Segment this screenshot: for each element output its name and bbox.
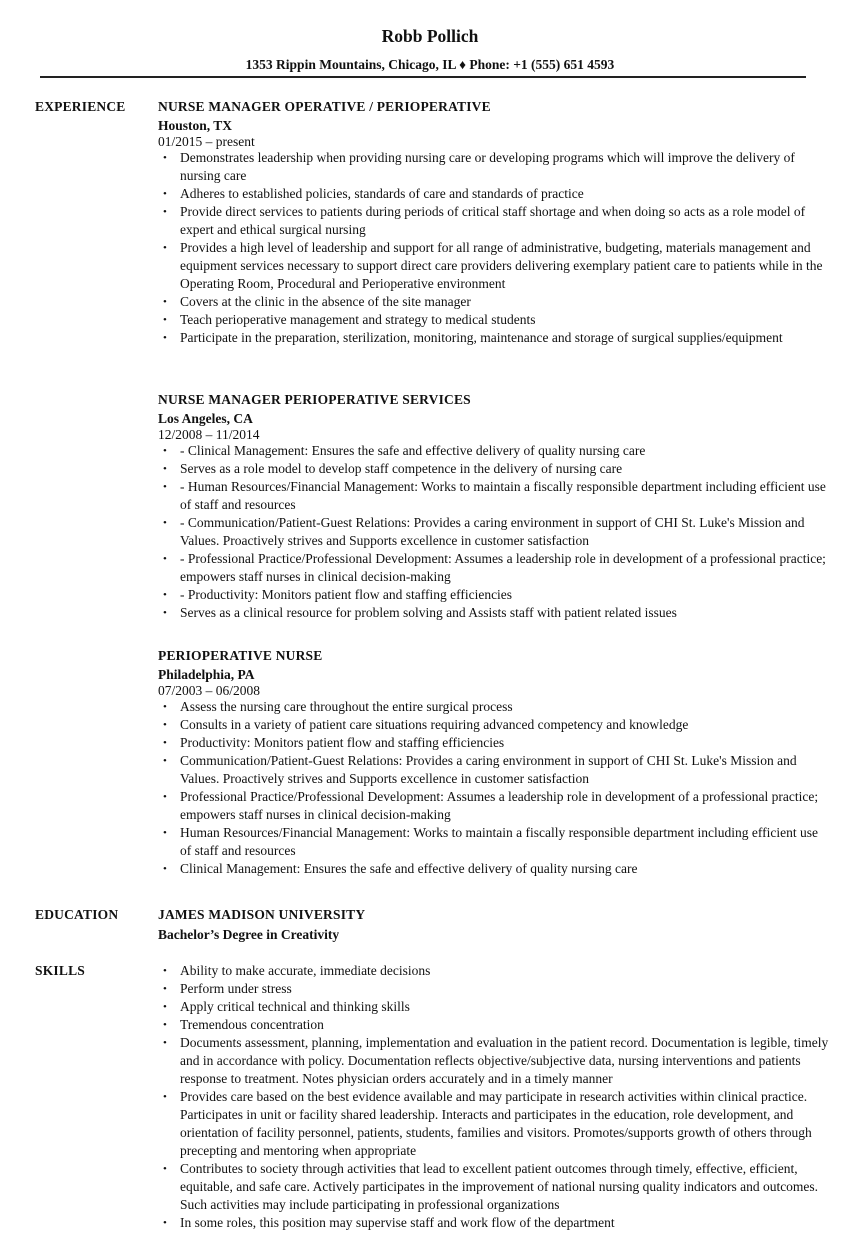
bullet-dot-icon: • — [163, 719, 167, 731]
bullet-dot-icon: • — [163, 1001, 167, 1013]
header-divider — [40, 76, 806, 78]
bullet-dot-icon: • — [163, 481, 167, 493]
bullet-item — [158, 1034, 830, 1088]
bullet-dot-icon: • — [163, 589, 167, 601]
bullet-dot-icon: • — [163, 701, 167, 713]
bullet-dot-icon: • — [163, 242, 167, 254]
bullet-text: Human Resources/Financial Management: Works to maintain a fiscally responsible department including efficient use of staff and resources — [180, 825, 818, 858]
job-title: NURSE MANAGER PERIOPERATIVE SERVICES — [158, 392, 471, 407]
bullet-item — [158, 514, 830, 550]
skills-entry — [158, 962, 829, 1232]
bullet-item — [158, 998, 830, 1016]
job-location: Philadelphia, PA — [158, 667, 255, 682]
bullet-text: Clinical Management: Ensures the safe and effective delivery of quality nursing care — [180, 861, 638, 876]
bullet-text: Perform under stress — [180, 981, 292, 996]
bullet-text: Contributes to society through activities that lead to excellent patient outcomes through timely, effective, efficient, equitable, and safe care. Actively participates in the improvement of national nursing quality indicators and outcomes. Such activities may include participating in professional organizations — [180, 1161, 819, 1212]
bullet-text: Serves as a clinical resource for problem solving and Assists staff with patient related issues — [180, 605, 677, 620]
section-label-education: EDUCATION — [35, 907, 119, 922]
section-label-skills: SKILLS — [35, 963, 85, 978]
bullet-item — [158, 860, 830, 878]
job-entry — [158, 98, 823, 347]
job-title: NURSE MANAGER OPERATIVE / PERIOPERATIVE — [158, 99, 491, 114]
job-entry — [158, 647, 818, 878]
bullet-item — [158, 752, 830, 788]
education-entry — [158, 906, 818, 944]
bullet-dot-icon: • — [163, 463, 167, 475]
skills-bullet-list — [158, 962, 829, 1232]
bullet-dot-icon: • — [163, 206, 167, 218]
bullet-dot-icon: • — [163, 791, 167, 803]
bullet-text: Tremendous concentration — [180, 1017, 324, 1032]
bullet-dot-icon: • — [163, 332, 167, 344]
bullet-item — [158, 1088, 830, 1160]
bullet-text: - Professional Practice/Professional Development: Assumes a leadership role in development of a professional practice; empowers staff nurses in clinical decision-making — [180, 551, 826, 584]
bullet-dot-icon: • — [163, 1163, 167, 1175]
contact-line: 1353 Rippin Mountains, Chicago, IL ♦ Phone: +1 (555) 651 4593 — [245, 57, 615, 72]
bullet-text: Demonstrates leadership when providing nursing care or developing programs which will improve the delivery of nursing care — [180, 150, 795, 183]
bullet-item — [158, 203, 830, 239]
bullet-item — [158, 698, 830, 716]
bullet-item — [158, 734, 830, 752]
job-bullet-list — [158, 442, 826, 622]
bullet-item — [158, 239, 830, 293]
bullet-text: - Human Resources/Financial Management: Works to maintain a fiscally responsible department including efficient use of staff and resources — [180, 479, 826, 512]
bullet-dot-icon: • — [163, 607, 167, 619]
bullet-item — [158, 478, 830, 514]
bullet-text: - Communication/Patient-Guest Relations: Provides a caring environment in support of CHI St. Luke's Mission and Values. Proactively strives and Supports excellence in customer satisfaction — [180, 515, 805, 548]
section-label-experience: EXPERIENCE — [35, 99, 126, 114]
bullet-item — [158, 788, 830, 824]
bullet-dot-icon: • — [163, 983, 167, 995]
job-dates: 01/2015 – present — [158, 134, 255, 149]
bullet-text: Serves as a role model to develop staff competence in the delivery of nursing care — [180, 461, 623, 476]
bullet-item — [158, 586, 830, 604]
job-title: PERIOPERATIVE NURSE — [158, 648, 323, 663]
bullet-text: Communication/Patient-Guest Relations: Provides a caring environment in support of CHI St. Luke's Mission and Values. Proactively strives and Supports excellence in customer satisfaction — [180, 753, 797, 786]
bullet-dot-icon: • — [163, 296, 167, 308]
bullet-item — [158, 716, 830, 734]
bullet-dot-icon: • — [163, 1037, 167, 1049]
bullet-text: In some roles, this position may supervise staff and work flow of the department — [180, 1215, 615, 1230]
bullet-text: Productivity: Monitors patient flow and staffing efficiencies — [180, 735, 505, 750]
bullet-dot-icon: • — [163, 152, 167, 164]
job-dates: 07/2003 – 06/2008 — [158, 683, 261, 698]
job-entry — [158, 391, 826, 622]
job-bullet-list — [158, 149, 823, 347]
bullet-item — [158, 293, 830, 311]
bullet-text: Teach perioperative management and strategy to medical students — [180, 312, 536, 327]
bullet-item — [158, 980, 830, 998]
bullet-item — [158, 1016, 830, 1034]
job-location: Los Angeles, CA — [158, 411, 253, 426]
bullet-item — [158, 311, 830, 329]
bullet-dot-icon: • — [163, 188, 167, 200]
bullet-dot-icon: • — [163, 737, 167, 749]
bullet-dot-icon: • — [163, 1091, 167, 1103]
bullet-dot-icon: • — [163, 1019, 167, 1031]
bullet-text: Provide direct services to patients during periods of critical staff shortage and when doing so acts as a role model of expert and ethical surgical nursing — [180, 204, 806, 237]
bullet-item — [158, 962, 830, 980]
bullet-dot-icon: • — [163, 827, 167, 839]
bullet-dot-icon: • — [163, 553, 167, 565]
bullet-dot-icon: • — [163, 755, 167, 767]
resume-header — [0, 24, 860, 74]
bullet-dot-icon: • — [163, 1217, 167, 1229]
bullet-text: Provides a high level of leadership and support for all range of administrative, budgeting, materials management and equipment services necessary to support direct care providers delivering exemplary patient care to patients while in the Operating Room, Procedural and Perioperative environment — [180, 240, 823, 291]
bullet-dot-icon: • — [163, 863, 167, 875]
bullet-dot-icon: • — [163, 517, 167, 529]
bullet-dot-icon: • — [163, 965, 167, 977]
education-school: JAMES MADISON UNIVERSITY — [158, 907, 366, 922]
bullet-item — [158, 1160, 830, 1214]
bullet-item — [158, 1214, 830, 1232]
bullet-text: Documents assessment, planning, implementation and evaluation in the patient record. Documentation is legible, timely and in accordance with policy. Documentation reflects objective/subjective data, nursing interventions and patients response to treatment. Notes physician orders accurately and in a timely manner — [180, 1035, 829, 1086]
bullet-item — [158, 460, 830, 478]
bullet-dot-icon: • — [163, 314, 167, 326]
bullet-text: Professional Practice/Professional Development: Assumes a leadership role in development of a professional practice; empowers staff nurses in clinical decision-making — [180, 789, 819, 822]
job-bullet-list — [158, 698, 818, 878]
bullet-text: Participate in the preparation, sterilization, monitoring, maintenance and storage of surgical supplies/equipment — [180, 330, 783, 345]
bullet-text: Assess the nursing care throughout the entire surgical process — [180, 699, 513, 714]
bullet-item — [158, 442, 830, 460]
bullet-text: - Productivity: Monitors patient flow and staffing efficiencies — [180, 587, 513, 602]
candidate-name: Robb Pollich — [381, 26, 479, 46]
bullet-text: Ability to make accurate, immediate decisions — [180, 963, 431, 978]
bullet-text: Provides care based on the best evidence available and may participate in research activities within clinical practice. Participates in unit or facility shared leadership. Interacts and participates in the education, role development, and orientation of facility personnel, patients, students, families and visitors. Promotes/supports growth of others through precepting and mentoring when appropriate — [180, 1089, 812, 1158]
education-degree: Bachelor’s Degree in Creativity — [158, 927, 340, 942]
bullet-dot-icon: • — [163, 445, 167, 457]
bullet-text: Adheres to established policies, standards of care and standards of practice — [180, 186, 584, 201]
bullet-text: Covers at the clinic in the absence of the site manager — [180, 294, 471, 309]
job-location: Houston, TX — [158, 118, 233, 133]
bullet-text: Apply critical technical and thinking skills — [180, 999, 410, 1014]
bullet-text: - Clinical Management: Ensures the safe and effective delivery of quality nursing care — [180, 443, 646, 458]
bullet-item — [158, 149, 830, 185]
job-dates: 12/2008 – 11/2014 — [158, 427, 260, 442]
bullet-item — [158, 185, 830, 203]
bullet-item — [158, 604, 830, 622]
bullet-text: Consults in a variety of patient care situations requiring advanced competency and knowledge — [180, 717, 689, 732]
bullet-item — [158, 550, 830, 586]
bullet-item — [158, 329, 830, 347]
bullet-item — [158, 824, 830, 860]
